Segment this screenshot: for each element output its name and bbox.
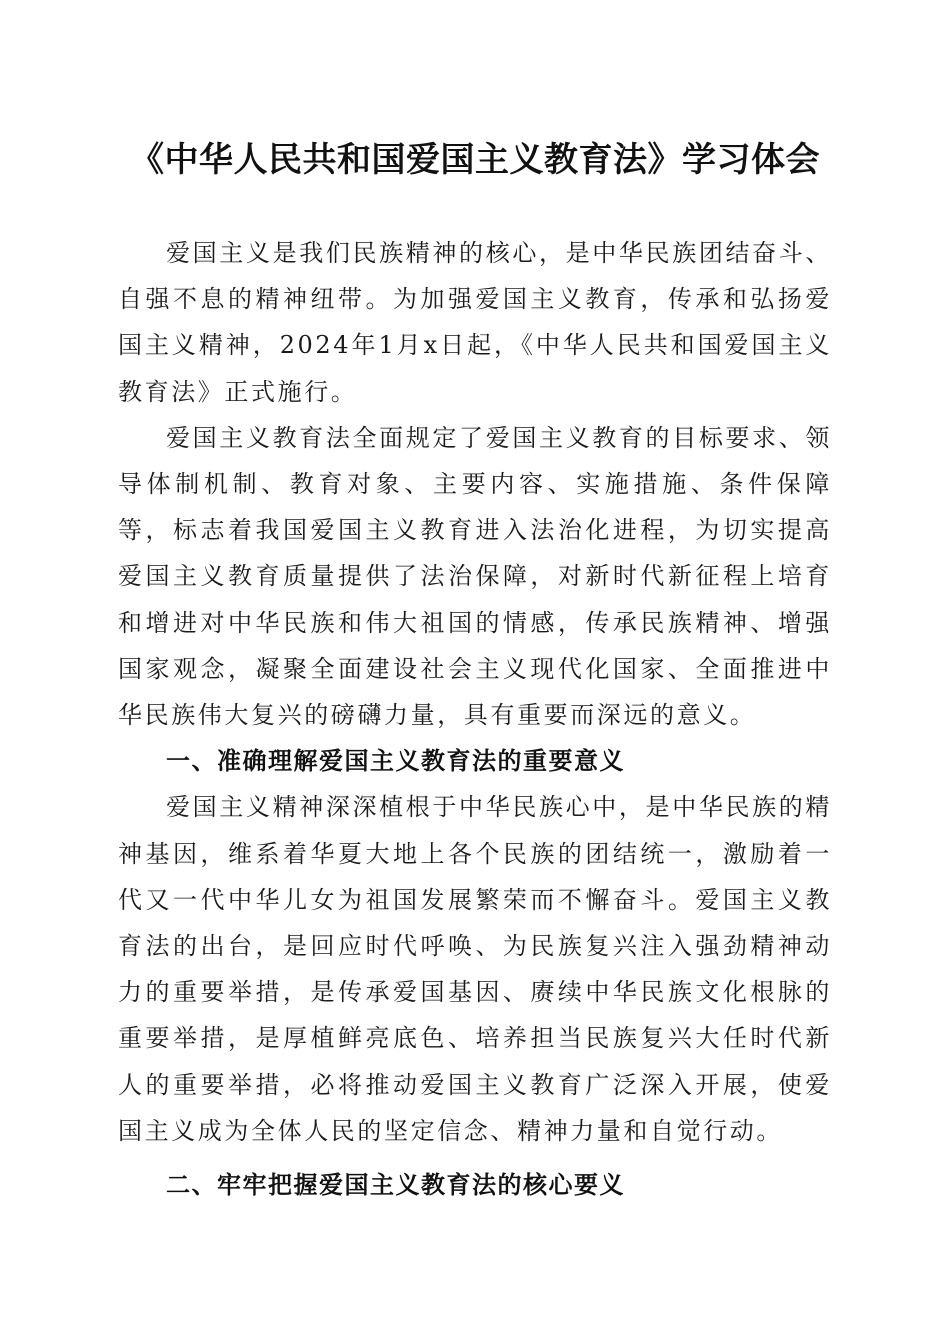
paragraph-section-1: 爱国主义精神深深植根于中华民族心中，是中华民族的精神基因，维系着华夏大地上各个民族的团结统一，激励着一代又一代中华儿女为祖国发展繁荣而不懈奋斗。爱国主义教育法的出台，是回应时代呼唤、为民族复兴注入强劲精神动力的重要举措，是传承爱国基因、赓续中华民族文化根脉的重要举措，是厚植鲜亮底色、培养担当民族复兴大任时代新人的重要举措，必将推动爱国主义教育广泛深入开展，使爱国主义成为全体人民的坚定信念、精神力量和自觉行动。 [118,793,832,1145]
section-heading-2: 二、牢牢把握爱国主义教育法的核心要义 [166,1171,625,1200]
document-body [118,230,832,1208]
paragraph-significance-overview: 爱国主义教育法全面规定了爱国主义教育的目标要求、领导体制机制、教育对象、主要内容、实施措施、条件保障等，标志着我国爱国主义教育进入法治化进程，为切实提高爱国主义教育质量提供了法治保障，对新时代新征程上培育和增进对中华民族和伟大祖国的情感，传承民族精神、增强国家观念，凝聚全面建设社会主义现代化国家、全面推进中华民族伟大复兴的磅礴力量，具有重要而深远的意义。 [118,423,832,730]
document-title: 《中华人民共和国爱国主义教育法》学习体会 [130,140,820,180]
paragraph-intro: 爱国主义是我们民族精神的核心，是中华民族团结奋斗、自强不息的精神纽带。为加强爱国主义教育，传承和弘扬爱国主义精神，2024年1月x日起，《中华人民共和国爱国主义教育法》正式施行。 [118,239,832,406]
section-heading-1: 一、准确理解爱国主义教育法的重要意义 [166,747,625,776]
